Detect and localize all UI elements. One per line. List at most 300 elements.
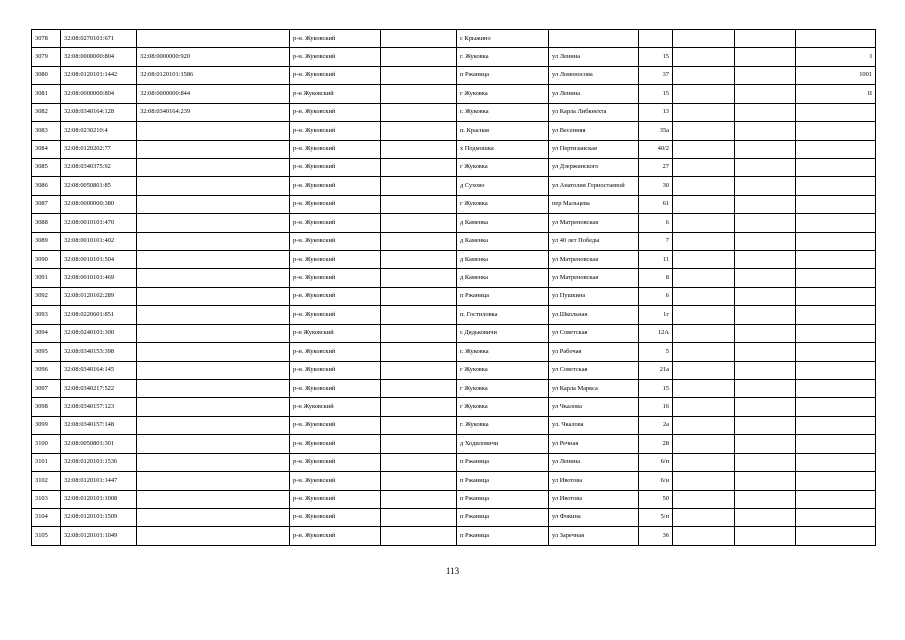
settlement-cell: п Ржаница	[457, 527, 549, 545]
table-row	[32, 195, 876, 213]
cadastral-number-cell: 32:08:0120101:1536	[61, 453, 137, 471]
apartment-cell	[796, 361, 876, 379]
empty-cell	[673, 527, 735, 545]
house-number-cell: 15	[639, 85, 673, 103]
settlement-cell: д Сухово	[457, 177, 549, 195]
table-row	[32, 508, 876, 526]
parent-cadastral-number-cell	[137, 232, 290, 250]
table-row	[32, 122, 876, 140]
district-cell: р-н. Жуковский	[290, 232, 381, 250]
cadastral-number-cell: 32:08:0010101:470	[61, 214, 137, 232]
table-row	[32, 214, 876, 232]
row-number-cell: 3087	[32, 195, 61, 213]
empty-cell	[673, 361, 735, 379]
empty-cell	[673, 306, 735, 324]
settlement-cell: г Жуковка	[457, 158, 549, 176]
settlement-cell: г Жуковка	[457, 195, 549, 213]
apartment-cell	[796, 195, 876, 213]
empty-cell	[381, 343, 457, 361]
parent-cadastral-number-cell: 32:08:0000000:844	[137, 85, 290, 103]
empty-cell	[381, 140, 457, 158]
cadastral-number-cell: 32:08:0120101:1049	[61, 527, 137, 545]
empty-cell	[735, 306, 796, 324]
table-row	[32, 306, 876, 324]
empty-cell	[735, 472, 796, 490]
cadastral-number-cell: 32:08:0000000:380	[61, 195, 137, 213]
cadastral-number-cell: 32:08:0050801:85	[61, 177, 137, 195]
district-cell: р-н Жуковский	[290, 85, 381, 103]
empty-cell	[381, 416, 457, 434]
table-row	[32, 287, 876, 305]
street-cell: ул Ломоносова	[549, 66, 639, 84]
registry-table	[31, 29, 876, 546]
house-number-cell: 21а	[639, 361, 673, 379]
cadastral-number-cell: 32:08:0340164:145	[61, 361, 137, 379]
parent-cadastral-number-cell	[137, 214, 290, 232]
district-cell: р-н. Жуковский	[290, 472, 381, 490]
row-number-cell: 3094	[32, 324, 61, 342]
house-number-cell: 6	[639, 287, 673, 305]
empty-cell	[381, 48, 457, 66]
cadastral-number-cell: 32:08:0270101:671	[61, 30, 137, 48]
district-cell: р-н. Жуковский	[290, 122, 381, 140]
empty-cell	[673, 287, 735, 305]
district-cell: р-н. Жуковский	[290, 103, 381, 121]
row-number-cell: 3100	[32, 435, 61, 453]
parent-cadastral-number-cell: 32:08:0340164:239	[137, 103, 290, 121]
street-cell: ул Карла Либкнехта	[549, 103, 639, 121]
empty-cell	[735, 527, 796, 545]
district-cell: р-н. Жуковский	[290, 66, 381, 84]
house-number-cell: 61	[639, 195, 673, 213]
empty-cell	[673, 177, 735, 195]
cadastral-number-cell: 32:08:0050801:301	[61, 435, 137, 453]
empty-cell	[381, 158, 457, 176]
empty-cell	[673, 343, 735, 361]
cadastral-number-cell: 32:08:0120202:77	[61, 140, 137, 158]
empty-cell	[735, 490, 796, 508]
house-number-cell: 2а	[639, 416, 673, 434]
apartment-cell	[796, 251, 876, 269]
table-row	[32, 269, 876, 287]
parent-cadastral-number-cell	[137, 361, 290, 379]
empty-cell	[673, 416, 735, 434]
table-row	[32, 177, 876, 195]
table-row	[32, 527, 876, 545]
house-number-cell: 40/2	[639, 140, 673, 158]
district-cell: р-н. Жуковский	[290, 416, 381, 434]
house-number-cell: 15	[639, 380, 673, 398]
row-number-cell: 3078	[32, 30, 61, 48]
settlement-cell: д Каменка	[457, 269, 549, 287]
empty-cell	[381, 103, 457, 121]
apartment-cell	[796, 435, 876, 453]
parent-cadastral-number-cell: 32:08:0000000:920	[137, 48, 290, 66]
cadastral-number-cell: 32:08:0340217:522	[61, 380, 137, 398]
row-number-cell: 3103	[32, 490, 61, 508]
empty-cell	[735, 232, 796, 250]
empty-cell	[381, 232, 457, 250]
cadastral-number-cell: 32:08:0000000:804	[61, 85, 137, 103]
row-number-cell: 3082	[32, 103, 61, 121]
parent-cadastral-number-cell	[137, 472, 290, 490]
district-cell: р-н Жуковский	[290, 398, 381, 416]
row-number-cell: 3098	[32, 398, 61, 416]
empty-cell	[673, 398, 735, 416]
table-row	[32, 66, 876, 84]
row-number-cell: 3104	[32, 508, 61, 526]
district-cell: р-н. Жуковский	[290, 508, 381, 526]
street-cell: ул Советская	[549, 361, 639, 379]
cadastral-number-cell: 32:08:0340157:123	[61, 398, 137, 416]
district-cell: р-н. Жуковский	[290, 269, 381, 287]
empty-cell	[381, 30, 457, 48]
empty-cell	[735, 48, 796, 66]
empty-cell	[735, 416, 796, 434]
empty-cell	[673, 251, 735, 269]
house-number-cell: 50	[639, 490, 673, 508]
apartment-cell	[796, 472, 876, 490]
district-cell: р-н. Жуковский	[290, 380, 381, 398]
table-row	[32, 48, 876, 66]
cadastral-number-cell: 32:08:0240101:300	[61, 324, 137, 342]
empty-cell	[735, 380, 796, 398]
street-cell: ул Ленина	[549, 48, 639, 66]
street-cell: ул Ленина	[549, 453, 639, 471]
settlement-cell: п Ржаница	[457, 508, 549, 526]
parent-cadastral-number-cell	[137, 398, 290, 416]
street-cell: ул.Школьная	[549, 306, 639, 324]
district-cell: р-н. Жуковский	[290, 361, 381, 379]
street-cell: ул 40 лет Победы	[549, 232, 639, 250]
street-cell: ул. Чкалова	[549, 416, 639, 434]
row-number-cell: 3084	[32, 140, 61, 158]
house-number-cell: 30	[639, 177, 673, 195]
empty-cell	[735, 103, 796, 121]
table-row	[32, 324, 876, 342]
apartment-cell	[796, 232, 876, 250]
empty-cell	[381, 472, 457, 490]
cadastral-number-cell: 32:08:0000000:804	[61, 48, 137, 66]
empty-cell	[673, 324, 735, 342]
row-number-cell: 3093	[32, 306, 61, 324]
row-number-cell: 3102	[32, 472, 61, 490]
empty-cell	[673, 214, 735, 232]
street-cell: ул Матреновская	[549, 269, 639, 287]
settlement-cell: п Ржаница	[457, 287, 549, 305]
parent-cadastral-number-cell	[137, 324, 290, 342]
empty-cell	[735, 195, 796, 213]
empty-cell	[381, 269, 457, 287]
street-cell	[549, 30, 639, 48]
street-cell: ул Матреновская	[549, 251, 639, 269]
house-number-cell: 6/п	[639, 453, 673, 471]
empty-cell	[381, 398, 457, 416]
settlement-cell: г Жуковка	[457, 361, 549, 379]
district-cell: р-н. Жуковский	[290, 287, 381, 305]
empty-cell	[735, 508, 796, 526]
table-row	[32, 232, 876, 250]
table-body	[32, 30, 876, 546]
house-number-cell: 11	[639, 251, 673, 269]
empty-cell	[673, 490, 735, 508]
house-number-cell: 6/н	[639, 472, 673, 490]
row-number-cell: 3079	[32, 48, 61, 66]
empty-cell	[673, 140, 735, 158]
empty-cell	[673, 85, 735, 103]
empty-cell	[735, 66, 796, 84]
empty-cell	[381, 195, 457, 213]
house-number-cell: 5/п	[639, 508, 673, 526]
parent-cadastral-number-cell	[137, 122, 290, 140]
table-row	[32, 453, 876, 471]
empty-cell	[381, 508, 457, 526]
house-number-cell: 6	[639, 214, 673, 232]
settlement-cell: г. Жуковка	[457, 103, 549, 121]
street-cell: ул Ленина	[549, 85, 639, 103]
empty-cell	[381, 177, 457, 195]
district-cell: р-н. Жуковский	[290, 30, 381, 48]
parent-cadastral-number-cell	[137, 306, 290, 324]
empty-cell	[673, 435, 735, 453]
district-cell: р-н. Жуковский	[290, 158, 381, 176]
settlement-cell: д Каменка	[457, 214, 549, 232]
empty-cell	[735, 435, 796, 453]
cadastral-number-cell: 32:08:0340157:148	[61, 416, 137, 434]
empty-cell	[673, 103, 735, 121]
street-cell: ул Ивотова	[549, 472, 639, 490]
table-row	[32, 85, 876, 103]
row-number-cell: 3089	[32, 232, 61, 250]
district-cell: р-н. Жуковский	[290, 453, 381, 471]
street-cell: ул Фокина	[549, 508, 639, 526]
empty-cell	[381, 251, 457, 269]
empty-cell	[735, 398, 796, 416]
cadastral-number-cell: 32:08:0220601:851	[61, 306, 137, 324]
street-cell: ул Ивотова	[549, 490, 639, 508]
table-row	[32, 343, 876, 361]
row-number-cell: 3090	[32, 251, 61, 269]
settlement-cell: п Ржаница	[457, 472, 549, 490]
row-number-cell: 3092	[32, 287, 61, 305]
empty-cell	[673, 453, 735, 471]
settlement-cell: с Дядьковичи	[457, 324, 549, 342]
street-cell: ул Пушкина	[549, 287, 639, 305]
parent-cadastral-number-cell	[137, 269, 290, 287]
table-row	[32, 140, 876, 158]
table-row	[32, 103, 876, 121]
table-row	[32, 416, 876, 434]
parent-cadastral-number-cell	[137, 140, 290, 158]
settlement-cell: д Каменка	[457, 232, 549, 250]
district-cell: р-н. Жуковский	[290, 306, 381, 324]
street-cell: ул Речная	[549, 435, 639, 453]
house-number-cell: 7	[639, 232, 673, 250]
parent-cadastral-number-cell	[137, 435, 290, 453]
street-cell: пер Мальцева	[549, 195, 639, 213]
cadastral-number-cell: 32:08:0120101:1442	[61, 66, 137, 84]
house-number-cell: 28	[639, 435, 673, 453]
empty-cell	[735, 122, 796, 140]
row-number-cell: 3097	[32, 380, 61, 398]
apartment-cell	[796, 508, 876, 526]
apartment-cell	[796, 527, 876, 545]
empty-cell	[735, 453, 796, 471]
apartment-cell	[796, 177, 876, 195]
settlement-cell: г. Жуковка	[457, 416, 549, 434]
empty-cell	[673, 30, 735, 48]
row-number-cell: 3105	[32, 527, 61, 545]
parent-cadastral-number-cell	[137, 343, 290, 361]
table-row	[32, 398, 876, 416]
empty-cell	[381, 435, 457, 453]
cadastral-number-cell: 32:08:0340375:92	[61, 158, 137, 176]
row-number-cell: 3096	[32, 361, 61, 379]
house-number-cell: 12А	[639, 324, 673, 342]
parent-cadastral-number-cell	[137, 177, 290, 195]
district-cell: р-н. Жуковский	[290, 527, 381, 545]
empty-cell	[673, 195, 735, 213]
settlement-cell: с Крыжино	[457, 30, 549, 48]
district-cell: р-н. Жуковский	[290, 435, 381, 453]
parent-cadastral-number-cell	[137, 527, 290, 545]
apartment-cell	[796, 30, 876, 48]
district-cell: р-н. Жуковский	[290, 177, 381, 195]
apartment-cell	[796, 103, 876, 121]
district-cell: р-н. Жуковский	[290, 490, 381, 508]
cadastral-number-cell: 32:08:0120101:1509	[61, 508, 137, 526]
apartment-cell	[796, 269, 876, 287]
parent-cadastral-number-cell	[137, 158, 290, 176]
apartment-cell	[796, 416, 876, 434]
empty-cell	[735, 361, 796, 379]
row-number-cell: 3091	[32, 269, 61, 287]
apartment-cell: I	[796, 48, 876, 66]
empty-cell	[735, 140, 796, 158]
settlement-cell: п. Гостиловка	[457, 306, 549, 324]
apartment-cell	[796, 398, 876, 416]
empty-cell	[381, 66, 457, 84]
page-number: 113	[445, 566, 460, 576]
house-number-cell: 35а	[639, 122, 673, 140]
empty-cell	[381, 361, 457, 379]
cadastral-number-cell: 32:08:0120101:1008	[61, 490, 137, 508]
cadastral-number-cell: 32:08:0120101:1447	[61, 472, 137, 490]
empty-cell	[735, 158, 796, 176]
house-number-cell: 37	[639, 66, 673, 84]
parent-cadastral-number-cell	[137, 416, 290, 434]
settlement-cell: п. Красная	[457, 122, 549, 140]
row-number-cell: 3085	[32, 158, 61, 176]
apartment-cell: 1001	[796, 66, 876, 84]
district-cell: р-н. Жуковский	[290, 214, 381, 232]
settlement-cell: г. Жуковка	[457, 48, 549, 66]
settlement-cell: д Каменка	[457, 251, 549, 269]
empty-cell	[381, 453, 457, 471]
table-row	[32, 472, 876, 490]
parent-cadastral-number-cell	[137, 453, 290, 471]
empty-cell	[673, 122, 735, 140]
apartment-cell	[796, 140, 876, 158]
apartment-cell	[796, 490, 876, 508]
empty-cell	[381, 287, 457, 305]
apartment-cell	[796, 380, 876, 398]
cadastral-number-cell: 32:08:0230210:4	[61, 122, 137, 140]
apartment-cell	[796, 214, 876, 232]
house-number-cell: 36	[639, 527, 673, 545]
row-number-cell: 3083	[32, 122, 61, 140]
district-cell: р-н. Жуковский	[290, 48, 381, 66]
street-cell: ул Дзержинского	[549, 158, 639, 176]
empty-cell	[735, 177, 796, 195]
house-number-cell: 16	[639, 398, 673, 416]
parent-cadastral-number-cell	[137, 287, 290, 305]
street-cell: ул Анатолия Горностаевой	[549, 177, 639, 195]
table-row	[32, 490, 876, 508]
row-number-cell: 3099	[32, 416, 61, 434]
table-row	[32, 251, 876, 269]
empty-cell	[381, 324, 457, 342]
parent-cadastral-number-cell: 32:08:0120101:1586	[137, 66, 290, 84]
row-number-cell: 3081	[32, 85, 61, 103]
settlement-cell: п Ржаница	[457, 66, 549, 84]
house-number-cell: 5	[639, 343, 673, 361]
parent-cadastral-number-cell	[137, 195, 290, 213]
empty-cell	[673, 66, 735, 84]
street-cell: ул Матреновская	[549, 214, 639, 232]
empty-cell	[673, 472, 735, 490]
row-number-cell: 3095	[32, 343, 61, 361]
apartment-cell	[796, 453, 876, 471]
apartment-cell	[796, 343, 876, 361]
apartment-cell	[796, 306, 876, 324]
parent-cadastral-number-cell	[137, 380, 290, 398]
empty-cell	[735, 287, 796, 305]
empty-cell	[381, 85, 457, 103]
empty-cell	[673, 269, 735, 287]
empty-cell	[381, 527, 457, 545]
district-cell: р-н. Жуковский	[290, 343, 381, 361]
table-row	[32, 30, 876, 48]
settlement-cell: г Жуковка	[457, 398, 549, 416]
street-cell: ул Весенняя	[549, 122, 639, 140]
settlement-cell: п Ржаница	[457, 453, 549, 471]
empty-cell	[381, 490, 457, 508]
empty-cell	[673, 48, 735, 66]
district-cell: р-н Жуковский	[290, 324, 381, 342]
apartment-cell	[796, 324, 876, 342]
house-number-cell	[639, 30, 673, 48]
house-number-cell: 27	[639, 158, 673, 176]
street-cell: ул Пертизанская	[549, 140, 639, 158]
empty-cell	[673, 158, 735, 176]
settlement-cell: г Жуковка	[457, 380, 549, 398]
parent-cadastral-number-cell	[137, 490, 290, 508]
apartment-cell: II	[796, 85, 876, 103]
empty-cell	[735, 30, 796, 48]
cadastral-number-cell: 32:08:0340164:128	[61, 103, 137, 121]
table-row	[32, 435, 876, 453]
apartment-cell	[796, 287, 876, 305]
district-cell: р-н. Жуковский	[290, 195, 381, 213]
empty-cell	[673, 232, 735, 250]
row-number-cell: 3101	[32, 453, 61, 471]
street-cell: ул Карла Маркса	[549, 380, 639, 398]
row-number-cell: 3080	[32, 66, 61, 84]
house-number-cell: 8	[639, 269, 673, 287]
street-cell: ул Заречная	[549, 527, 639, 545]
empty-cell	[735, 269, 796, 287]
